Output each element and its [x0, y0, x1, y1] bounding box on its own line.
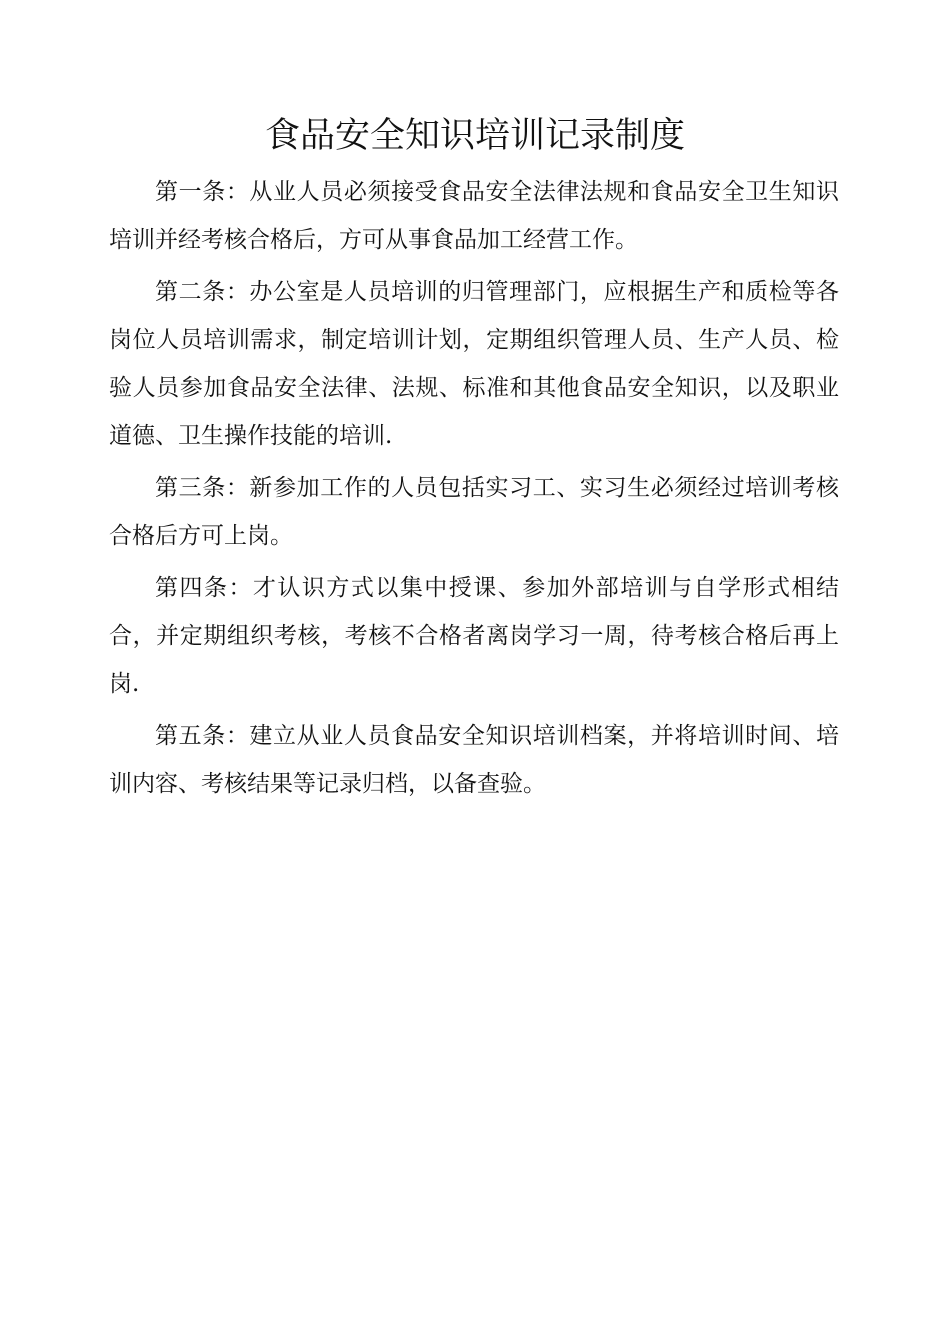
article-3: 第三条：新参加工作的人员包括实习工、实习生必须经过培训考核合格后方可上岗。 — [109, 475, 839, 549]
article-5: 第五条：建立从业人员食品安全知识培训档案，并将培训时间、培训内容、考核结果等记录归档，以备查验。 — [109, 723, 839, 797]
article-4: 第四条：才认识方式以集中授课、参加外部培训与自学形式相结合，并定期组织考核，考核不合格者离岗学习一周，待考核合格后再上岗. — [109, 575, 839, 697]
article-2: 第二条：办公室是人员培训的归管理部门，应根据生产和质检等各岗位人员培训需求，制定培训计划，定期组织管理人员、生产人员、检验人员参加食品安全法律、法规、标准和其他食品安全知识，以及职业道德、卫生操作技能的培训. — [109, 279, 839, 449]
document-title: 食品安全知识培训记录制度 — [264, 116, 685, 156]
document-body — [109, 168, 839, 812]
article-1: 第一条：从业人员必须接受食品安全法律法规和食品安全卫生知识培训并经考核合格后，方可从事食品加工经营工作。 — [109, 179, 839, 253]
